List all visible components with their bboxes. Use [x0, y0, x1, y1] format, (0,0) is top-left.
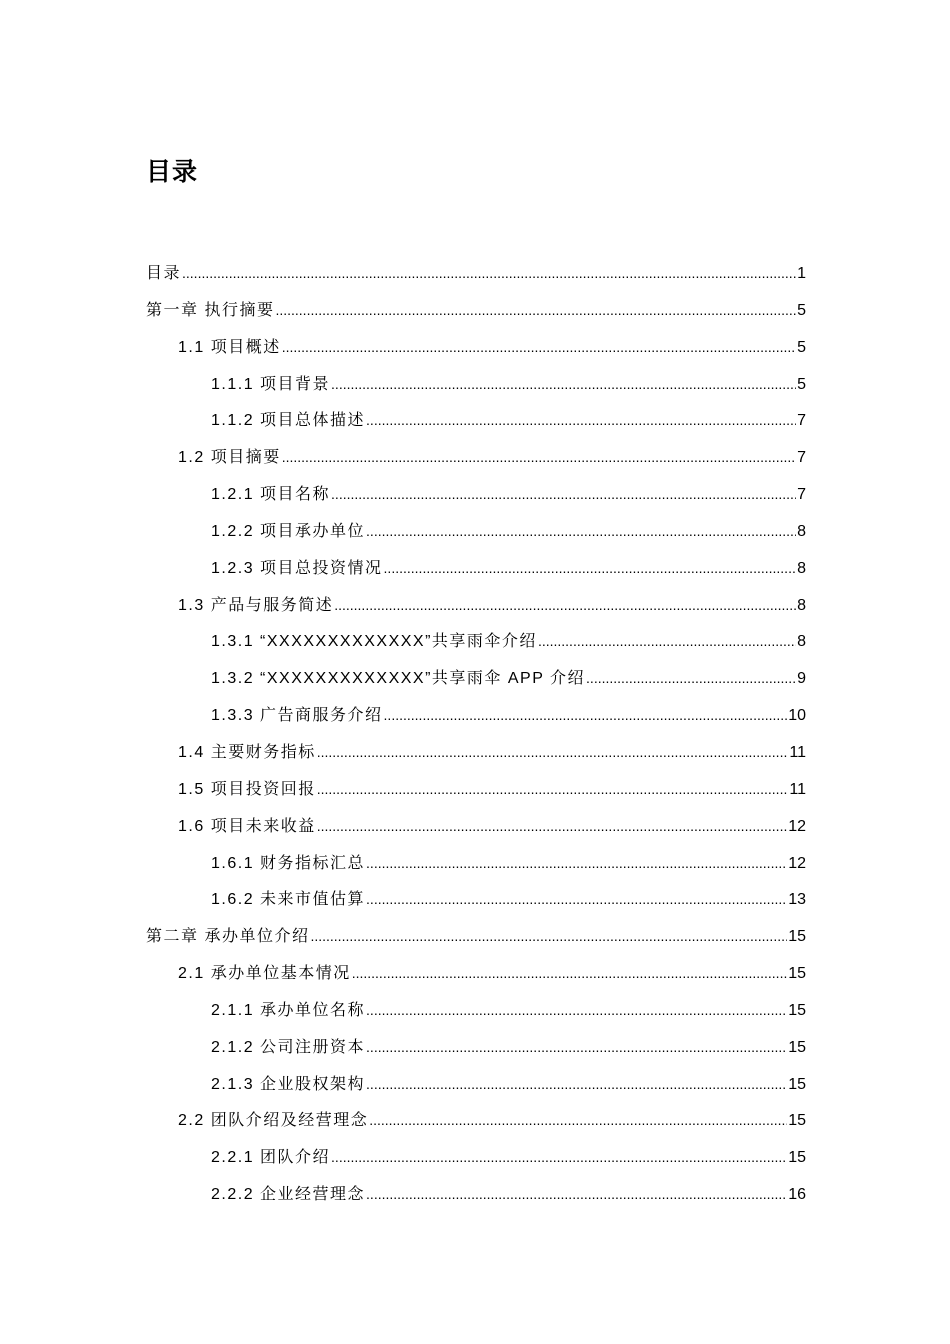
toc-entry-title: 1.2.3 项目总投资情况 [211, 559, 383, 577]
toc-entry-title: 1.2.1 项目名称 [211, 486, 331, 504]
toc-entry[interactable] [146, 1107, 806, 1144]
toc-entry-title: 目录 [146, 265, 182, 282]
toc-entry-page: 16 [788, 1186, 806, 1204]
toc-leader-dots [331, 1149, 787, 1167]
toc-entry-title: 1.4 主要财务指标 [178, 743, 316, 761]
toc-leader-dots [586, 670, 796, 688]
toc-leader-dots [366, 855, 787, 873]
toc-leader-dots [352, 965, 788, 983]
toc-entry-title: 2.1.1 承办单位名称 [211, 1001, 366, 1019]
toc-entry[interactable] [146, 1144, 806, 1181]
toc-entry-title: 2.2 团队介绍及经营理念 [178, 1112, 369, 1130]
toc-entry[interactable] [146, 334, 806, 371]
toc-entry[interactable] [146, 997, 806, 1034]
toc-entry-title: 2.1.2 公司注册资本 [211, 1038, 366, 1056]
toc-entry[interactable] [146, 518, 806, 555]
toc-entry-title: 1.3.3 广告商服务介绍 [211, 707, 383, 725]
toc-entry[interactable] [146, 960, 806, 997]
toc-entry[interactable] [146, 1071, 806, 1108]
toc-entry-page: 11 [789, 743, 806, 761]
toc-leader-dots [334, 597, 796, 615]
toc-leader-dots [317, 781, 789, 799]
toc-entry-title: 2.2.2 企业经营理念 [211, 1186, 366, 1204]
toc-entry-title: 1.2.2 项目承办单位 [211, 522, 366, 540]
toc-entry-title: 1.5 项目投资回报 [178, 780, 316, 798]
toc-entry-page: 8 [797, 522, 806, 540]
toc-entry-page: 7 [797, 486, 806, 504]
toc-entry-title: 1.1.1 项目背景 [211, 375, 331, 393]
toc-entry[interactable] [146, 592, 806, 629]
toc-leader-dots [366, 523, 796, 541]
toc-entry-page: 15 [788, 965, 806, 983]
toc-leader-dots [275, 302, 796, 320]
toc-entry-page: 15 [788, 1075, 806, 1093]
toc-entry-title: 第二章 承办单位介绍 [146, 928, 310, 946]
toc-entry-page: 10 [788, 707, 806, 725]
toc-entry[interactable] [146, 665, 806, 702]
toc-entry[interactable] [146, 297, 806, 334]
toc-entry[interactable] [146, 923, 806, 960]
toc-entry-page: 8 [797, 596, 806, 614]
toc-entry[interactable] [146, 886, 806, 923]
toc-leader-dots [282, 449, 796, 467]
toc-leader-dots [366, 1002, 787, 1020]
toc-leader-dots [282, 339, 796, 357]
toc-entry-title: 2.2.1 团队介绍 [211, 1149, 331, 1167]
toc-entry[interactable] [146, 371, 806, 408]
toc-leader-dots [384, 707, 788, 725]
toc-entry-page: 15 [788, 1112, 806, 1130]
toc-entry-page: 15 [788, 1149, 806, 1167]
toc-leader-dots [366, 412, 796, 430]
toc-entry-page: 15 [788, 928, 806, 946]
toc-entry-page: 1 [797, 265, 806, 282]
toc-entry-page: 8 [797, 633, 806, 651]
toc-leader-dots [331, 486, 796, 504]
toc-leader-dots [384, 560, 797, 578]
toc-entry-page: 15 [788, 1001, 806, 1019]
toc-leader-dots [366, 1076, 787, 1094]
toc-entry-page: 13 [788, 891, 806, 909]
toc-entry[interactable] [146, 739, 806, 776]
toc-entry[interactable] [146, 481, 806, 518]
toc-entry-page: 12 [788, 817, 806, 835]
toc-entry[interactable] [146, 260, 806, 297]
toc-entry-page: 5 [797, 375, 806, 393]
toc-entry[interactable] [146, 555, 806, 592]
toc-entry-page: 12 [788, 854, 806, 872]
toc-entry[interactable] [146, 407, 806, 444]
toc-entry-title: 1.1 项目概述 [178, 338, 281, 356]
toc-entry[interactable] [146, 813, 806, 850]
toc-entry-page: 15 [788, 1038, 806, 1056]
toc-entry-title: 1.6.1 财务指标汇总 [211, 854, 366, 872]
toc-leader-dots [182, 265, 796, 283]
toc-leader-dots [366, 891, 787, 909]
toc-entry-page: 5 [797, 338, 806, 356]
toc-entry-title: 1.2 项目摘要 [178, 449, 281, 467]
toc-entry-title: 第一章 执行摘要 [146, 301, 275, 319]
page-title: 目录 [146, 158, 199, 186]
toc-entry-title: 2.1 承办单位基本情况 [178, 965, 351, 983]
toc-entry-title: 1.6 项目未来收益 [178, 817, 316, 835]
toc-entry-page: 9 [797, 670, 806, 688]
toc-entry-page: 7 [797, 449, 806, 467]
toc-entry[interactable] [146, 1181, 806, 1218]
toc-leader-dots [317, 744, 789, 762]
toc-leader-dots [310, 928, 787, 946]
toc-leader-dots [366, 1039, 787, 1057]
toc-leader-dots [369, 1112, 787, 1130]
toc-entry-title: 1.3.1 “XXXXXXXXXXXXX”共享雨伞介绍 [211, 633, 537, 651]
toc-entry[interactable] [146, 850, 806, 887]
toc-leader-dots [538, 633, 796, 651]
toc-leader-dots [331, 376, 796, 394]
toc-entry-page: 5 [797, 301, 806, 319]
toc-entry[interactable] [146, 776, 806, 813]
toc-entry[interactable] [146, 702, 806, 739]
toc-entry-page: 7 [797, 412, 806, 430]
table-of-contents [146, 260, 806, 1218]
toc-entry-title: 1.3 产品与服务简述 [178, 596, 334, 614]
toc-entry-title: 1.3.2 “XXXXXXXXXXXXX”共享雨伞 APP 介绍 [211, 670, 586, 688]
toc-entry-title: 1.6.2 未来市值估算 [211, 891, 366, 909]
toc-entry[interactable] [146, 444, 806, 481]
toc-entry-page: 8 [797, 559, 806, 577]
toc-leader-dots [317, 818, 788, 836]
toc-entry-page: 11 [789, 780, 806, 798]
toc-entry-title: 2.1.3 企业股权架构 [211, 1075, 366, 1093]
toc-entry[interactable] [146, 628, 806, 665]
toc-leader-dots [366, 1186, 787, 1204]
toc-entry-title: 1.1.2 项目总体描述 [211, 412, 366, 430]
toc-entry[interactable] [146, 1034, 806, 1071]
